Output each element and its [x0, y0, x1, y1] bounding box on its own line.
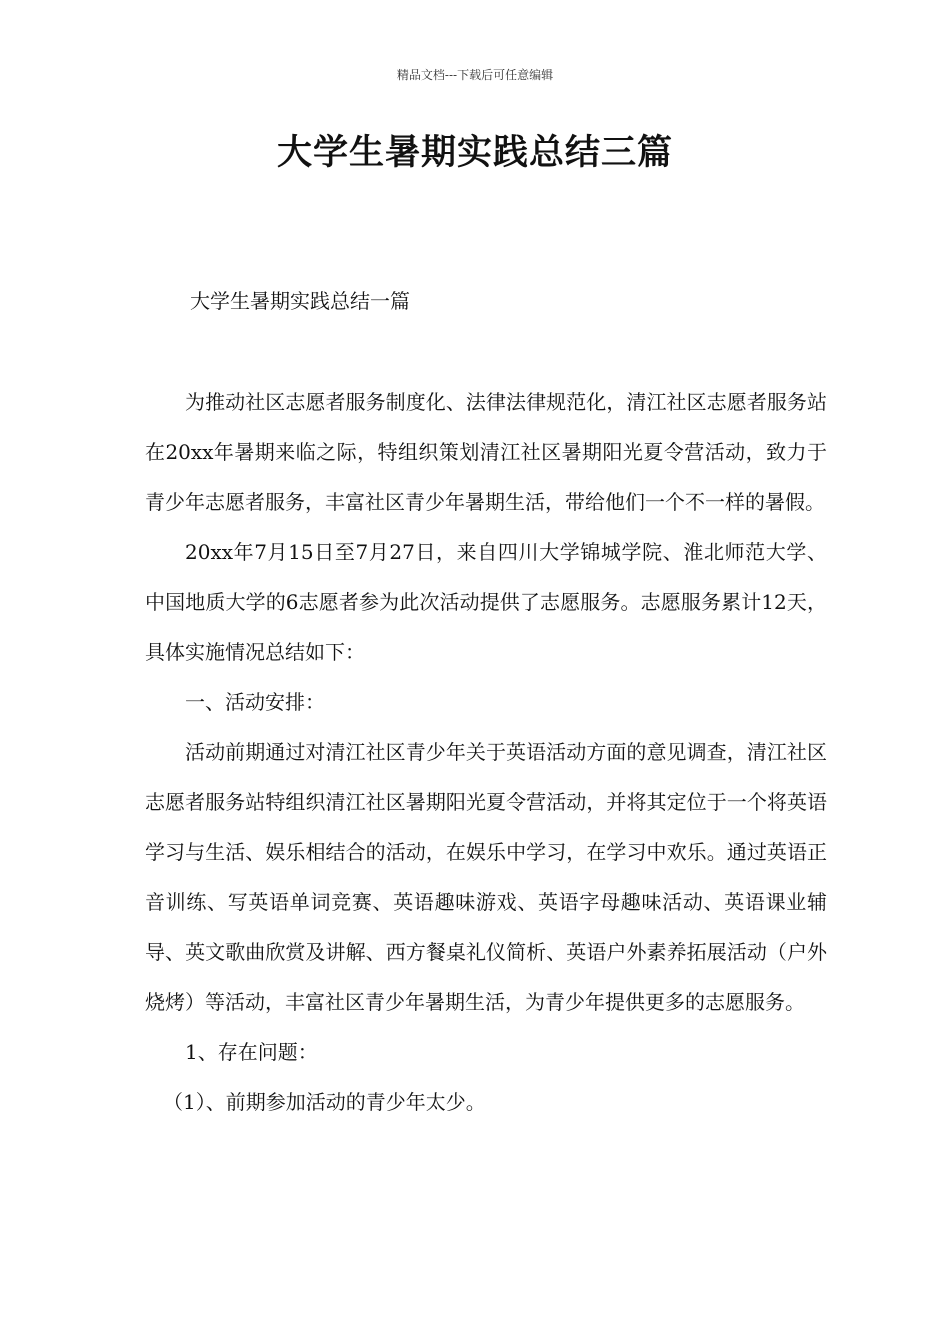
paragraph-dates: 20xx年7月15日至7月27日，来自四川大学锦城学院、淮北师范大学、中国地质大学的6志愿者参为此次活动提供了志愿服务。志愿服务累计12天，具体实施情况总结如下：	[145, 540, 827, 664]
problem-item-1: （1）、前期参加活动的青少年太少。	[163, 1090, 486, 1114]
heading-activity-arrangement: 一、活动安排：	[185, 690, 325, 714]
section-title: 大学生暑期实践总结一篇	[190, 289, 410, 313]
document-title: 大学生暑期实践总结三篇	[276, 133, 673, 173]
heading-problems: 1、存在问题：	[185, 1040, 318, 1064]
document-body	[145, 377, 827, 1127]
paragraph-activity-details: 活动前期通过对清江社区青少年关于英语活动方面的意见调查，清江社区志愿者服务站特组织清江社区暑期阳光夏令营活动，并将其定位于一个将英语学习与生活、娱乐相结合的活动，在娱乐中学习，在学习中欢乐。通过英语正音训练、写英语单词竞赛、英语趣味游戏、英语字母趣味活动、英语课业辅导、英文歌曲欣赏及讲解、西方餐桌礼仪简析、英语户外素养拓展活动（户外烧烤）等活动，丰富社区青少年暑期生活，为青少年提供更多的志愿服务。	[145, 740, 827, 1014]
paragraph-intro: 为推动社区志愿者服务制度化、法律法律规范化，清江社区志愿者服务站在20xx年暑期来临之际，特组织策划清江社区暑期阳光夏令营活动，致力于青少年志愿者服务，丰富社区青少年暑期生活，带给他们一个不一样的暑假。	[145, 390, 827, 514]
header-note: 精品文档---下载后可任意编辑	[396, 68, 554, 82]
